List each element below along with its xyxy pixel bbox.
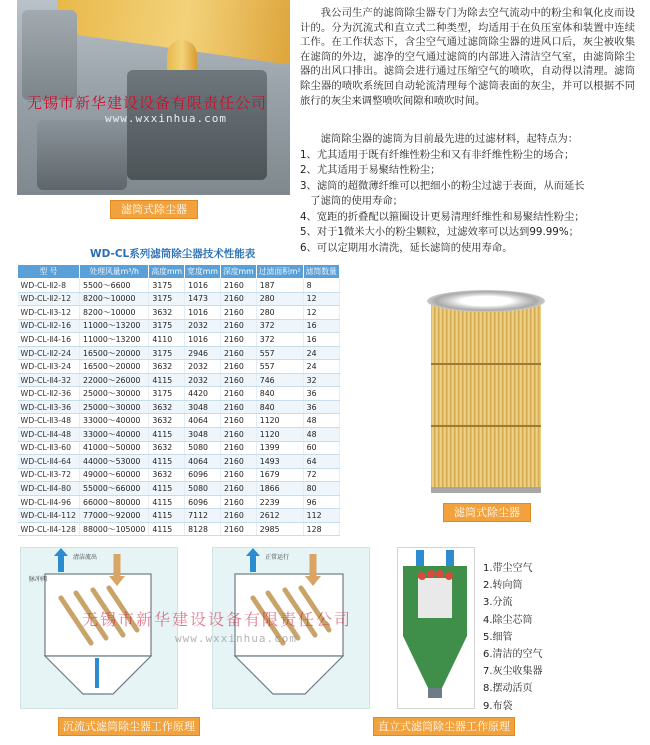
table-cell: 840	[256, 400, 303, 414]
table-cell: 24	[303, 360, 339, 374]
legend-item: 5.细管	[483, 631, 513, 643]
table-cell: 4110	[149, 333, 185, 347]
col-header: 型 号	[18, 265, 80, 279]
table-cell: 2160	[220, 306, 256, 320]
table-cell: 4115	[149, 509, 185, 523]
table-cell: 2032	[185, 373, 221, 387]
table-header-row	[18, 265, 340, 279]
table-cell: WD-CL-Ⅱ4-80	[18, 482, 80, 496]
table-cell: WD-CL-Ⅱ4-128	[18, 522, 80, 536]
feature-item: 了滤筒的使用寿命；	[310, 195, 403, 207]
table-cell: 2160	[220, 373, 256, 387]
table-cell: 4064	[185, 414, 221, 428]
col-header: 滤筒数量	[303, 265, 339, 279]
table-cell: 77000～92000	[79, 509, 148, 523]
intro-paragraph: 我公司生产的滤筒除尘器专门为除去空气流动中的粉尘和氧化皮而设计的。分为沉流式和直立式二种类型，均适用于在负压室体和装置中连续工作。在工作状态下，含尘空气通过滤筒除尘器的进风口后，灰尘被收集在滤筒的外边，滤净的空气通过滤筒的内部进入清洁空气室，由滤筒除尘器的出风口排出。滤筒会进行通过压缩空气的喷吹，自动得以清理。滤筒除尘器的喷吹系统回自动轮流清理每个滤筒表面的灰尘，并可以根据不同旅行的灰尘来调整喷吹间隙和喷吹时间。	[300, 7, 635, 107]
table-cell: 36	[303, 387, 339, 401]
table-cell: 4115	[149, 495, 185, 509]
diagram-label: 脉冲阀	[29, 576, 48, 583]
table-row	[18, 306, 340, 320]
table-row	[18, 441, 340, 455]
table-cell: 22000～26000	[79, 373, 148, 387]
table-cell: WD-CL-Ⅱ3-72	[18, 468, 80, 482]
legend-item: 1.带尘空气	[483, 563, 533, 574]
table-cell: 1120	[256, 428, 303, 442]
col-header: 高度mm	[149, 265, 185, 279]
table-cell: 72	[303, 468, 339, 482]
table-cell: 2985	[256, 522, 303, 536]
table-cell: 48	[303, 428, 339, 442]
table-cell: 5080	[185, 482, 221, 496]
table-cell: WD-CL-Ⅱ2-16	[18, 319, 80, 333]
photo-caption: 滤筒式除尘器	[110, 200, 198, 219]
table-cell: 1473	[185, 292, 221, 306]
table-cell: 32	[303, 373, 339, 387]
table-cell: 11000～13200	[79, 319, 148, 333]
table-cell: 2160	[220, 346, 256, 360]
table-cell: 3048	[185, 400, 221, 414]
table-cell: 3175	[149, 319, 185, 333]
table-cell: WD-CL-Ⅱ2-36	[18, 387, 80, 401]
table-cell: 24	[303, 346, 339, 360]
table-title: WD-CL系列滤筒除尘器技术性能表	[90, 248, 256, 260]
watermark-company: 无锡市新华建设设备有限责任公司	[82, 610, 353, 629]
table-cell: 2160	[220, 292, 256, 306]
cartridge-caption: 滤筒式除尘器	[443, 503, 531, 522]
table-cell: 3048	[185, 428, 221, 442]
table-cell: 8	[303, 279, 339, 293]
table-cell: 64	[303, 455, 339, 469]
table-cell: 16	[303, 319, 339, 333]
table-cell: 16500～20000	[79, 360, 148, 374]
table-cell: 25000～30000	[79, 387, 148, 401]
table-row	[18, 414, 340, 428]
table-cell: 2160	[220, 414, 256, 428]
legend-item: 2.转向筒	[483, 580, 523, 592]
table-cell: 3632	[149, 414, 185, 428]
table-row	[18, 373, 340, 387]
table-cell: WD-CL-Ⅱ4-96	[18, 495, 80, 509]
table-row	[18, 333, 340, 347]
table-cell: 557	[256, 346, 303, 360]
table-cell: 3175	[149, 346, 185, 360]
table-cell: 1016	[185, 333, 221, 347]
feature-item: 1、尤其适用于既有纤维性粉尘和又有非纤维性粉尘的场合；	[300, 148, 575, 161]
table-row	[18, 509, 340, 523]
factory-photo	[17, 0, 290, 195]
table-cell: 3632	[149, 306, 185, 320]
table-cell: 48	[303, 414, 339, 428]
table-cell: 8200～10000	[79, 306, 148, 320]
table-cell: 2032	[185, 360, 221, 374]
table-row	[18, 387, 340, 401]
table-cell: WD-CL-Ⅱ4-64	[18, 455, 80, 469]
table-cell: 66000～80000	[79, 495, 148, 509]
table-cell: 41000～50000	[79, 441, 148, 455]
feature-item: 5、对于1微米大小的粉尘颗粒，过滤效率可以达到99.99%；	[300, 226, 579, 238]
legend-item: 4.除尘芯筒	[483, 614, 533, 626]
table-cell: 280	[256, 292, 303, 306]
table-cell: 2160	[220, 441, 256, 455]
table-cell: 2160	[220, 387, 256, 401]
table-cell: 3632	[149, 400, 185, 414]
table-row	[18, 495, 340, 509]
table-cell: 12	[303, 292, 339, 306]
table-cell: 2160	[220, 428, 256, 442]
table-cell: 49000～60000	[79, 468, 148, 482]
table-row	[18, 455, 340, 469]
table-cell: 2160	[220, 333, 256, 347]
table-cell: 2160	[220, 522, 256, 536]
upright-diagram	[397, 547, 475, 709]
table-cell: WD-CL-Ⅱ4-16	[18, 333, 80, 347]
table-cell: 4115	[149, 428, 185, 442]
feature-item: 2、尤其适用于易聚结性粉尘；	[300, 164, 441, 176]
table-cell: 2160	[220, 360, 256, 374]
table-cell: 16	[303, 333, 339, 347]
table-cell: 36	[303, 400, 339, 414]
table-cell: WD-CL-Ⅱ2-12	[18, 292, 80, 306]
table-cell: 3632	[149, 441, 185, 455]
table-cell: 112	[303, 509, 339, 523]
table-cell: WD-CL-Ⅱ4-112	[18, 509, 80, 523]
table-cell: WD-CL-Ⅱ2-24	[18, 346, 80, 360]
table-cell: 187	[256, 279, 303, 293]
watermark-url: www.wxxinhua.com	[105, 112, 227, 125]
downflow-caption: 沉流式滤筒除尘器工作原理	[58, 717, 200, 736]
table-cell: 2239	[256, 495, 303, 509]
table-row	[18, 346, 340, 360]
table-cell: 1399	[256, 441, 303, 455]
table-cell: 3175	[149, 292, 185, 306]
col-header: 过滤面积m²	[256, 265, 303, 279]
table-cell: 1120	[256, 414, 303, 428]
table-cell: 2032	[185, 319, 221, 333]
table-cell: WD-CL-Ⅱ3-12	[18, 306, 80, 320]
feature-item: 3、滤筒的超微薄纤维可以把细小的粉尘过滤于表面，从而延长	[300, 179, 585, 192]
table-cell: 8200～10000	[79, 292, 148, 306]
table-cell: 2160	[220, 468, 256, 482]
table-cell: 4115	[149, 373, 185, 387]
table-cell: 2946	[185, 346, 221, 360]
legend-item: 7.灰尘收集器	[483, 666, 543, 678]
table-row	[18, 279, 340, 293]
table-cell: 1016	[185, 279, 221, 293]
table-cell: 1679	[256, 468, 303, 482]
table-cell: 44000～53000	[79, 455, 148, 469]
table-cell: 2612	[256, 509, 303, 523]
table-cell: 2160	[220, 400, 256, 414]
table-cell: 5500～6600	[79, 279, 148, 293]
table-cell: 55000～66000	[79, 482, 148, 496]
spec-table	[17, 264, 340, 536]
table-cell: 4115	[149, 522, 185, 536]
table-cell: 25000～30000	[79, 400, 148, 414]
table-cell: 4064	[185, 455, 221, 469]
table-cell: 2160	[220, 482, 256, 496]
table-row	[18, 468, 340, 482]
table-cell: 2160	[220, 279, 256, 293]
table-cell: 372	[256, 319, 303, 333]
table-cell: 840	[256, 387, 303, 401]
legend-item: 3.分流	[483, 597, 513, 609]
table-cell: WD-CL-Ⅱ4-48	[18, 428, 80, 442]
table-cell: 3175	[149, 387, 185, 401]
component-legend	[483, 560, 543, 715]
table-cell: 80	[303, 482, 339, 496]
table-row	[18, 360, 340, 374]
intro-text	[300, 6, 635, 108]
table-cell: 33000～40000	[79, 414, 148, 428]
table-row	[18, 400, 340, 414]
table-cell: 6096	[185, 468, 221, 482]
table-cell: 1016	[185, 306, 221, 320]
table-cell: 88000～105000	[79, 522, 148, 536]
table-cell: 16500～20000	[79, 346, 148, 360]
diagram-label: 正常运行	[265, 554, 290, 561]
table-cell: WD-CL-Ⅱ3-48	[18, 414, 80, 428]
table-cell: 3632	[149, 468, 185, 482]
col-header: 处理风量m³/h	[79, 265, 148, 279]
feature-item: 6、可以定期用水清洗，延长滤筒的使用寿命。	[300, 241, 513, 254]
table-cell: 7112	[185, 509, 221, 523]
table-cell: 2160	[220, 509, 256, 523]
table-row	[18, 482, 340, 496]
table-cell: 60	[303, 441, 339, 455]
table-cell: 12	[303, 306, 339, 320]
table-cell: 372	[256, 333, 303, 347]
table-cell: 4420	[185, 387, 221, 401]
table-cell: 8128	[185, 522, 221, 536]
filter-cartridge-image	[425, 290, 548, 495]
table-cell: 4115	[149, 482, 185, 496]
table-cell: 1866	[256, 482, 303, 496]
legend-item: 9.布袋	[483, 700, 513, 712]
table-cell: WD-CL-Ⅱ3-36	[18, 400, 80, 414]
diagram-label: 清洁流出	[73, 554, 98, 561]
table-cell: 2160	[220, 455, 256, 469]
table-cell: 2160	[220, 319, 256, 333]
feature-item: 4、宽距的折叠配以箍圈设计更易清理纤维性和易聚结性粉尘；	[300, 210, 585, 223]
table-cell: WD-CL-Ⅱ3-24	[18, 360, 80, 374]
table-cell: 6096	[185, 495, 221, 509]
col-header: 宽度mm	[185, 265, 221, 279]
table-row	[18, 428, 340, 442]
table-row	[18, 292, 340, 306]
table-cell: WD-CL-Ⅱ4-32	[18, 373, 80, 387]
watermark-company: 无锡市新华建设设备有限责任公司	[27, 94, 268, 112]
table-cell: 96	[303, 495, 339, 509]
table-row	[18, 522, 340, 536]
table-cell: WD-CL-Ⅱ3-60	[18, 441, 80, 455]
legend-item: 6.清洁的空气	[483, 649, 543, 661]
table-cell: 3632	[149, 360, 185, 374]
legend-item: 8.摆动活页	[483, 683, 533, 695]
table-cell: 5080	[185, 441, 221, 455]
table-cell: 3175	[149, 279, 185, 293]
watermark-url: www.wxxinhua.com	[175, 632, 297, 645]
upright-caption: 直立式滤筒除尘器工作原理	[373, 717, 515, 736]
features-list	[300, 132, 635, 256]
table-row	[18, 319, 340, 333]
table-cell: 280	[256, 306, 303, 320]
col-header: 深度mm	[220, 265, 256, 279]
table-cell: 128	[303, 522, 339, 536]
table-cell: 4115	[149, 455, 185, 469]
table-cell: 557	[256, 360, 303, 374]
table-cell: WD-CL-Ⅱ2-8	[18, 279, 80, 293]
table-cell: 1493	[256, 455, 303, 469]
table-cell: 746	[256, 373, 303, 387]
table-cell: 33000～40000	[79, 428, 148, 442]
features-lead: 滤筒除尘器的滤筒为目前最先进的过滤材料，起特点为：	[320, 133, 579, 145]
table-cell: 2160	[220, 495, 256, 509]
table-cell: 11000～13200	[79, 333, 148, 347]
